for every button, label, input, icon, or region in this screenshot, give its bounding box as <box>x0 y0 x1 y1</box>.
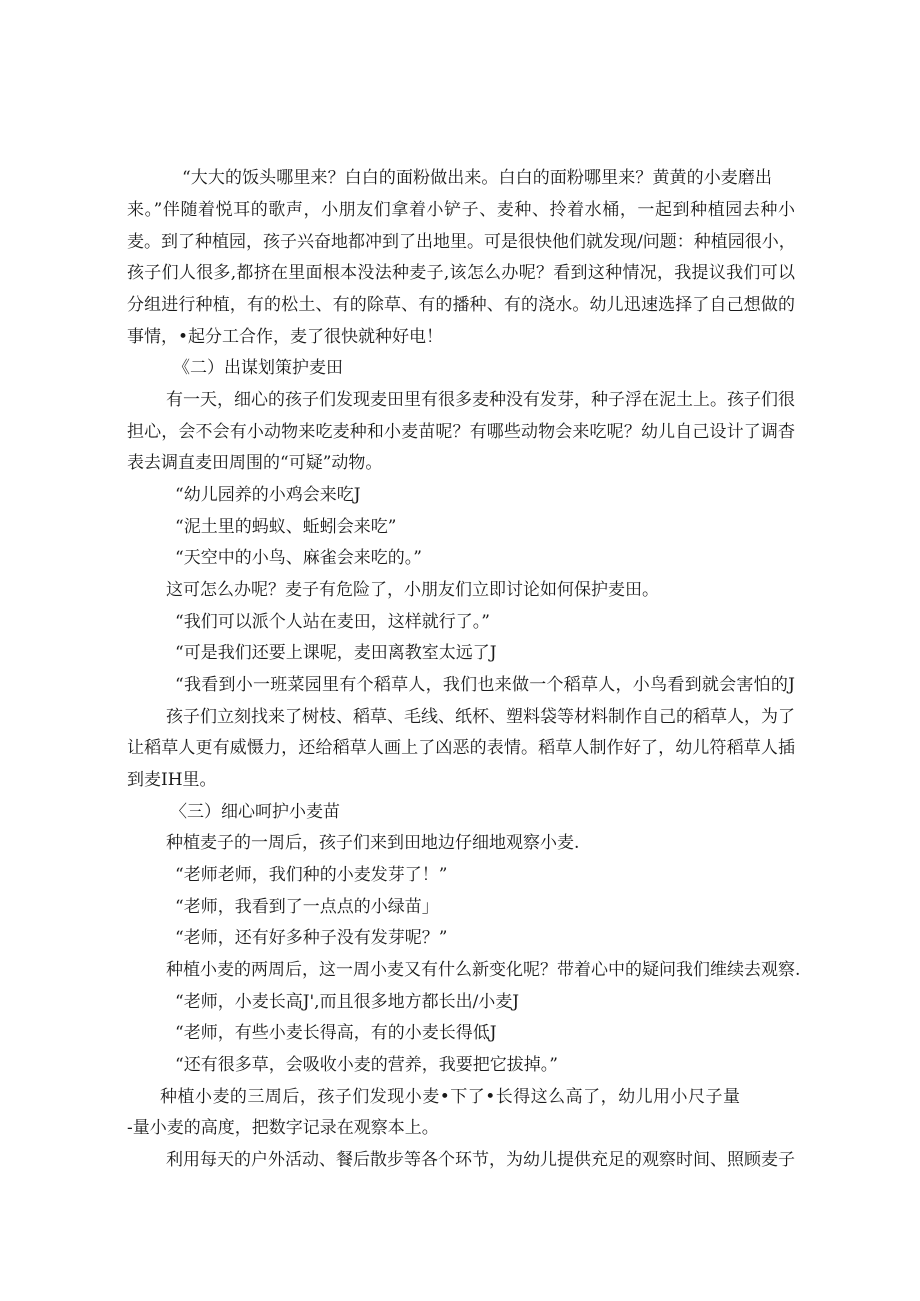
text-line: “老师，还有好多种子没有发芽呢？” <box>175 928 448 948</box>
text-line: “老师老师，我们种的小麦发芽了！” <box>175 865 448 885</box>
text-line: “我看到小一班菜园里有个稻草人，我们也来做一个稻草人，小鸟看到就会害怕的J <box>175 675 795 695</box>
text-line: 种植小麦的三周后，孩子们发现小麦•下了•长得这么高了，幼儿用小尺子量 <box>160 1087 740 1107</box>
text-line: 种植小麦的两周后，这一周小麦又有什么新变化呢？带着心中的疑问我们维续去观察. <box>166 960 801 980</box>
text-line: “老师，小麦长高J',而且很多地方都长出/小麦J <box>175 992 520 1012</box>
text-line: “我们可以派个人站在麦田，这样就行了。” <box>175 612 490 632</box>
text-line: 担心，会不会有小动物来吃麦种和小麦苗呢？有哪些动物会来吃呢？幼儿自己设计了调杳 <box>127 422 795 442</box>
text-line: “幼儿园养的小鸡会来吃J <box>175 485 361 505</box>
text-line: 事情，•起分工合作，麦了很快就种好电！ <box>127 327 444 347</box>
text-line: 孩子们立刻找来了树枝、稻草、毛线、纸杯、塑料袋等材料制作自己的稻草人，为了 <box>166 707 795 727</box>
text-line: 有一天，细心的孩子们发现麦田里有很多麦种没有发芽，种子浮在泥土上。孩子们很 <box>166 390 795 410</box>
text-line: “可是我们还要上课呢，麦田离教室太远了J <box>175 643 497 663</box>
text-line: 麦。到了种植园，孩子兴奋地都冲到了出地里。可是很快他们就发现/问题：种植园很小， <box>127 232 796 252</box>
text-line: -量小麦的高度，把数字记录在观察本上。 <box>127 1118 439 1138</box>
text-line: “还有很多草，会吸收小麦的营养，我要把它拔掉。” <box>175 1055 558 1075</box>
text-line: 利用每天的户外活动、餐后散步等各个环节，为幼儿提供充足的观察时间、照顾麦子 <box>166 1150 795 1170</box>
text-line: 让稻草人更有威慑力，还给稻草人画上了凶恶的表情。稻草人制作好了，幼儿符稻草人插 <box>127 738 795 758</box>
text-line: 分组进行种植，有的松土、有的除草、有的播种、有的浇水。幼儿迅速选择了自己想做的 <box>127 295 795 315</box>
text-line: “老师，有些小麦长得高，有的小麦长得低J <box>175 1023 497 1043</box>
text-line: “泥土里的蚂蚁、蚯蚓会来吃” <box>175 517 397 537</box>
text-line: 孩子们人很多,都挤在里面根本没法种麦子,该怎么办呢？看到这种情况，我提议我们可以 <box>127 263 795 283</box>
text-line: 表去调直麦田周围的“可疑”动物。 <box>127 453 383 473</box>
text-line: “老师，我看到了一点点的小绿苗」 <box>175 897 439 917</box>
section-heading: 〈三）细心呵护小麦苗 <box>170 802 340 822</box>
text-line: “大大的饭头哪里来？白白的面粉做出来。白白的面粉哪里来？黄黄的小麦磨出 <box>182 168 772 188</box>
text-line: 种植麦子的一周后，孩子们来到田地边仔细地观察小麦. <box>166 833 580 853</box>
text-line: 来。”伴随着悦耳的歌声，小朋友们拿着小铲子、麦种、拎着水桶，一起到种植园去种小 <box>127 200 795 220</box>
text-line: 到麦IH里。 <box>127 770 217 790</box>
section-heading: 《二）出谋划策护麦田 <box>173 358 343 378</box>
text-line: 这可怎么办呢？麦子有危险了，小朋友们立即讨论如何保护麦田。 <box>166 580 659 600</box>
text-line: “天空中的小鸟、麻雀会来吃的。” <box>175 548 422 568</box>
